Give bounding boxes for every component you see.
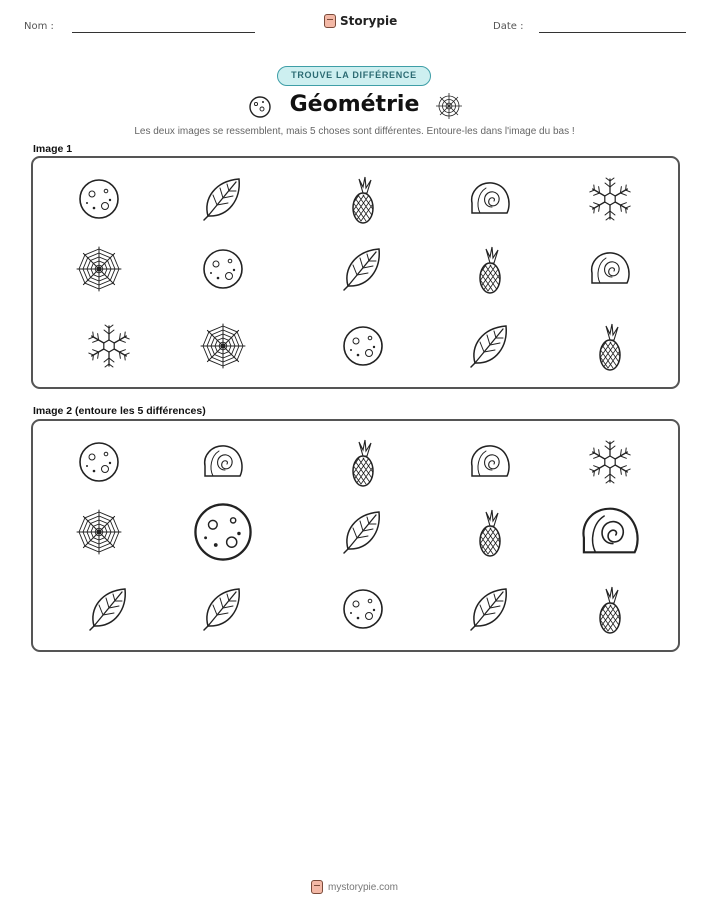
leaf-icon <box>344 249 379 290</box>
shell-icon <box>592 253 629 283</box>
date-line[interactable] <box>539 32 686 33</box>
title-spider-web-icon <box>434 91 464 121</box>
storypie-mascot-icon <box>311 880 323 894</box>
pineapple-icon <box>588 324 628 370</box>
shell-icon <box>472 446 509 476</box>
worksheet-type-badge: TROUVE LA DIFFÉRENCE <box>277 66 431 86</box>
brand-logo <box>324 14 397 28</box>
snowflake-icon <box>88 325 129 367</box>
shell-icon <box>472 183 509 213</box>
moon-icon <box>195 504 250 559</box>
web-icon <box>77 510 121 554</box>
snowflake-icon <box>589 178 630 220</box>
storypie-mascot-icon <box>324 14 336 28</box>
moon-icon <box>204 250 242 288</box>
image2-panel[interactable] <box>31 419 680 652</box>
web-icon <box>201 324 245 368</box>
instructions: Les deux images se ressemblent, mais 5 choses sont différentes. Entoure-les dans l'image du bas ! <box>134 126 575 137</box>
pineapple-icon <box>468 247 508 293</box>
shell-icon <box>583 509 637 553</box>
leaf-icon <box>471 589 506 630</box>
pineapple-icon <box>341 177 381 223</box>
moon-icon <box>344 327 382 365</box>
page-title: Géométrie <box>289 92 420 117</box>
image1-panel <box>31 156 680 389</box>
shell-icon <box>205 446 242 476</box>
pineapple-icon <box>341 440 381 486</box>
snowflake-icon <box>589 441 630 483</box>
footer <box>0 880 709 894</box>
name-label: Nom : <box>24 21 54 32</box>
name-line[interactable] <box>72 32 255 33</box>
leaf-icon <box>204 179 239 220</box>
pineapple-icon <box>588 587 628 633</box>
date-label: Date : <box>493 21 524 32</box>
image2-grid[interactable] <box>33 421 678 650</box>
pineapple-icon <box>468 510 508 556</box>
leaf-icon <box>471 326 506 367</box>
moon-icon <box>344 590 382 628</box>
leaf-icon <box>344 512 379 553</box>
image1-grid <box>33 158 678 387</box>
image1-label: Image 1 <box>33 143 73 155</box>
footer-url[interactable]: mystorypie.com <box>327 881 398 893</box>
moon-icon <box>80 443 118 481</box>
leaf-icon <box>90 589 125 630</box>
web-icon <box>77 247 121 291</box>
moon-icon <box>80 180 118 218</box>
leaf-icon <box>204 589 239 630</box>
brand-name: Storypie <box>340 14 398 28</box>
image2-label: Image 2 (entoure les 5 différences) <box>33 405 206 417</box>
